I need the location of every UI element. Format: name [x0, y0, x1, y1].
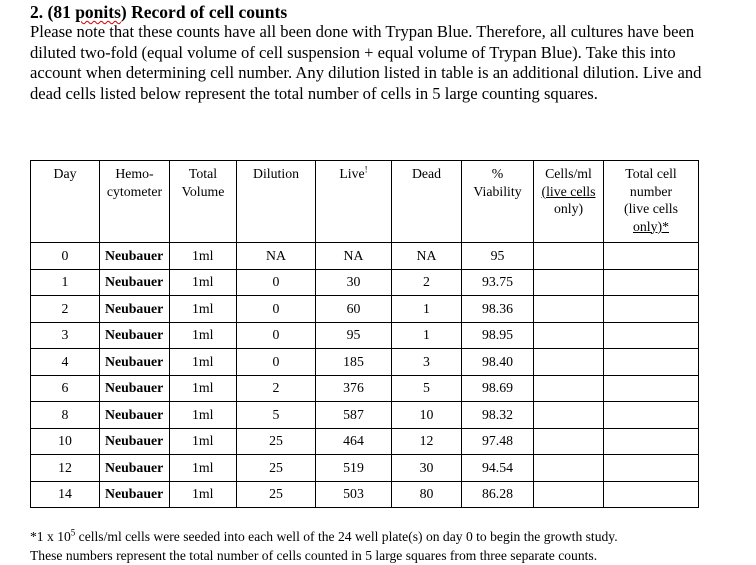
- cell-volume: 1ml: [170, 375, 237, 402]
- cell-day: 3: [31, 322, 100, 349]
- cell-dead: 1: [392, 322, 462, 349]
- cell-hemo: Neubauer: [100, 402, 170, 429]
- footnote: [30, 527, 730, 565]
- cell-live: 60: [316, 296, 392, 323]
- cell-cells-ml[interactable]: [534, 375, 604, 402]
- cell-live: 519: [316, 455, 392, 482]
- cell-dilution: 0: [237, 296, 316, 323]
- cell-dilution: 5: [237, 402, 316, 429]
- cell-volume: 1ml: [170, 428, 237, 455]
- header-hemocytometer: Hemo- cytometer: [100, 161, 170, 243]
- table-row: [31, 402, 699, 429]
- cell-hemo: Neubauer: [100, 243, 170, 270]
- cell-live: 587: [316, 402, 392, 429]
- cell-volume: 1ml: [170, 269, 237, 296]
- cell-dead: 30: [392, 455, 462, 482]
- cell-day: 1: [31, 269, 100, 296]
- cell-cells-ml[interactable]: [534, 269, 604, 296]
- cell-hemo: Neubauer: [100, 322, 170, 349]
- cell-total[interactable]: [604, 269, 699, 296]
- cell-cells-ml[interactable]: [534, 455, 604, 482]
- cell-dilution: 0: [237, 269, 316, 296]
- cell-dilution: NA: [237, 243, 316, 270]
- cell-total[interactable]: [604, 402, 699, 429]
- cell-day: 6: [31, 375, 100, 402]
- cell-total[interactable]: [604, 349, 699, 376]
- table-row: [31, 296, 699, 323]
- cell-hemo: Neubauer: [100, 481, 170, 508]
- header-live: Live!: [316, 161, 392, 243]
- cell-viability: 93.75: [462, 269, 534, 296]
- cell-cells-ml[interactable]: [534, 402, 604, 429]
- cell-dead: 10: [392, 402, 462, 429]
- cell-dead: NA: [392, 243, 462, 270]
- heading-misspelled-word: ponits: [75, 2, 121, 22]
- cell-viability: 86.28: [462, 481, 534, 508]
- cell-cells-ml[interactable]: [534, 296, 604, 323]
- header-total-cell-number: Total cell number (live cells only)*: [604, 161, 699, 243]
- cell-total[interactable]: [604, 322, 699, 349]
- header-viability: % Viability: [462, 161, 534, 243]
- cell-hemo: Neubauer: [100, 296, 170, 323]
- cell-viability: 97.48: [462, 428, 534, 455]
- cell-live: 30: [316, 269, 392, 296]
- cell-dilution: 25: [237, 481, 316, 508]
- cell-day: 10: [31, 428, 100, 455]
- cell-day: 4: [31, 349, 100, 376]
- cell-volume: 1ml: [170, 322, 237, 349]
- cell-cells-ml[interactable]: [534, 322, 604, 349]
- cell-total[interactable]: [604, 243, 699, 270]
- table-row: [31, 269, 699, 296]
- cell-day: 8: [31, 402, 100, 429]
- cell-dilution: 25: [237, 455, 316, 482]
- cell-day: 12: [31, 455, 100, 482]
- cell-dilution: 0: [237, 322, 316, 349]
- cell-dilution: 25: [237, 428, 316, 455]
- cell-day: 14: [31, 481, 100, 508]
- cell-dead: 12: [392, 428, 462, 455]
- table-row: [31, 349, 699, 376]
- cell-viability: 94.54: [462, 455, 534, 482]
- footnote-line-1: *1 x $10^5$ cells/ml cells were seeded into each well of the 24 well plate(s) on day 0 to begin the growth study.: [30, 527, 618, 544]
- cell-total[interactable]: [604, 296, 699, 323]
- cell-day: 0: [31, 243, 100, 270]
- heading-prefix: 2. (81: [30, 2, 76, 22]
- cell-dilution: 0: [237, 349, 316, 376]
- cell-live: 464: [316, 428, 392, 455]
- table-row: [31, 481, 699, 508]
- cell-total[interactable]: [604, 428, 699, 455]
- cell-day: 2: [31, 296, 100, 323]
- cell-dead: 80: [392, 481, 462, 508]
- table-row: [31, 455, 699, 482]
- footnote-line-2: These numbers represent the total number of cells counted in 5 large squares from three separate counts.: [30, 548, 598, 563]
- table-row: [31, 428, 699, 455]
- header-total-volume: Total Volume: [170, 161, 237, 243]
- cell-volume: 1ml: [170, 481, 237, 508]
- header-cells-per-ml: Cells/ml (live cells only): [534, 161, 604, 243]
- heading-suffix: ) Record of cell counts: [120, 2, 288, 22]
- cell-live: 376: [316, 375, 392, 402]
- cell-live: 503: [316, 481, 392, 508]
- cell-live: 95: [316, 322, 392, 349]
- instructions-paragraph: Please note that these counts have all been done with Trypan Blue. Therefore, all cultures have been diluted two-fold (equal volume of cell suspension + equal volume of Trypan Blue). Take this into account when determining cell number. Any dilution listed in table is an additional dilution. Live and dead cells listed below represent the total number of cells in 5 large counting squares.: [30, 22, 702, 103]
- header-dead: Dead: [392, 161, 462, 243]
- cell-volume: 1ml: [170, 402, 237, 429]
- cell-volume: 1ml: [170, 243, 237, 270]
- header-dilution: Dilution: [237, 161, 316, 243]
- cell-cells-ml[interactable]: [534, 243, 604, 270]
- table-row: [31, 322, 699, 349]
- cell-dead: 3: [392, 349, 462, 376]
- question-heading: [30, 2, 287, 22]
- cell-hemo: Neubauer: [100, 269, 170, 296]
- cell-dead: 1: [392, 296, 462, 323]
- cell-total[interactable]: [604, 375, 699, 402]
- header-day: Day: [31, 161, 100, 243]
- cell-hemo: Neubauer: [100, 428, 170, 455]
- cell-hemo: Neubauer: [100, 375, 170, 402]
- cell-volume: 1ml: [170, 455, 237, 482]
- cell-volume: 1ml: [170, 296, 237, 323]
- cell-viability: 98.36: [462, 296, 534, 323]
- cell-dilution: 2: [237, 375, 316, 402]
- cell-live: 185: [316, 349, 392, 376]
- cell-live: NA: [316, 243, 392, 270]
- cell-hemo: Neubauer: [100, 455, 170, 482]
- cell-viability: 98.95: [462, 322, 534, 349]
- cell-cells-ml[interactable]: [534, 428, 604, 455]
- cell-viability: 98.32: [462, 402, 534, 429]
- cell-dead: 2: [392, 269, 462, 296]
- cell-volume: 1ml: [170, 349, 237, 376]
- cell-viability: 95: [462, 243, 534, 270]
- cell-hemo: Neubauer: [100, 349, 170, 376]
- cell-total[interactable]: [604, 481, 699, 508]
- table-header-row: [31, 161, 699, 243]
- table-row: [31, 375, 699, 402]
- cell-viability: 98.69: [462, 375, 534, 402]
- cell-viability: 98.40: [462, 349, 534, 376]
- cell-cells-ml[interactable]: [534, 481, 604, 508]
- cell-dead: 5: [392, 375, 462, 402]
- cell-count-table: [30, 160, 699, 508]
- cell-cells-ml[interactable]: [534, 349, 604, 376]
- table-row: [31, 243, 699, 270]
- cell-total[interactable]: [604, 455, 699, 482]
